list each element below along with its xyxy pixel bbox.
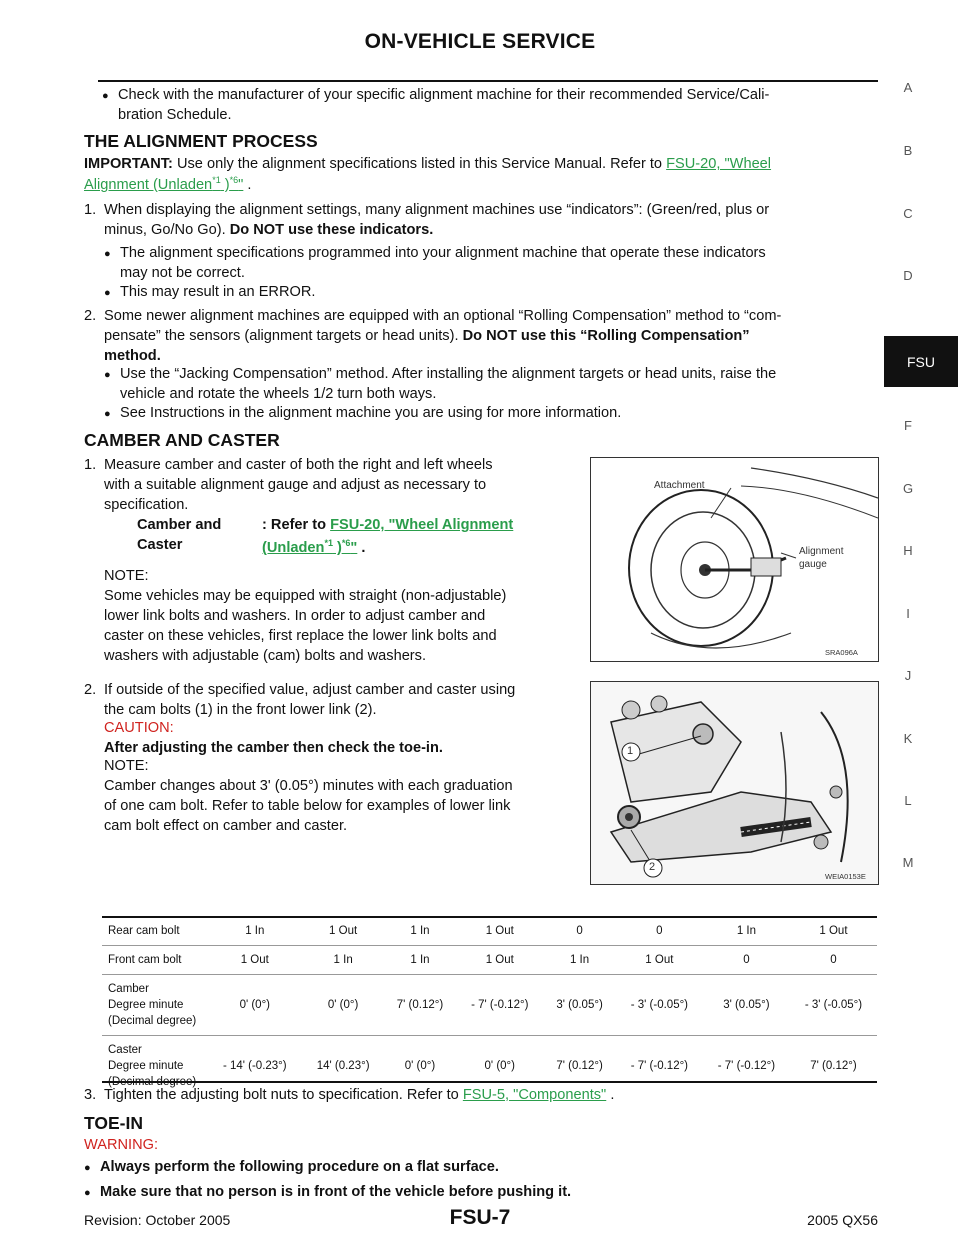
camber-step-1: Measure camber and caster of both the right and left wheels with a suitable alignment gauge and adjust as necessary to specification. — [104, 457, 493, 513]
table-cell: 0 — [576, 925, 583, 937]
bullet-icon: ● — [104, 369, 111, 381]
callout-1: 1 — [627, 745, 634, 757]
side-index-d[interactable]: D — [903, 268, 913, 283]
intro-bullet: Check with the manufacturer of your specific alignment machine for their recommended Service/Cali- bration Schedule. — [118, 87, 770, 123]
alignment-step-2: Some newer alignment machines are equipped with an optional “Rolling Compensation” method to “com- pensate” the sensors (alignment targets or head units). Do NOT use this “Rolling Compensation” method. — [104, 308, 782, 364]
bullet-icon: ● — [84, 1162, 91, 1174]
table-cell: 0' (0°) — [404, 1060, 436, 1072]
table-cell: 0' (0°) — [484, 1060, 515, 1072]
table-cell: 1 Out — [240, 954, 269, 966]
side-index-h[interactable]: H — [903, 543, 913, 558]
alignment-step-1-bullet-1: The alignment specifications programmed into your alignment machine that operate these indicators may not be correct. — [120, 245, 766, 281]
table-cell: 1 Out — [485, 925, 514, 937]
toe-in-warning-1: Always perform the following procedure on a flat surface. — [100, 1159, 499, 1175]
side-index-f[interactable]: F — [904, 418, 912, 433]
figure-alignment-gauge — [590, 457, 879, 662]
toe-in-warning-2: Make sure that no person is in front of the vehicle before pushing it. — [100, 1184, 572, 1200]
table-cell: - 3' (-0.05°) — [630, 999, 689, 1011]
table-cell: - 3' (-0.05°) — [804, 999, 863, 1011]
footer-page-number: FSU-7 — [449, 1206, 511, 1229]
alignment-step-1-bullet-2: This may result in an ERROR. — [120, 284, 316, 300]
table-cell: 0' (0°) — [239, 999, 271, 1011]
cam-bolt-table — [102, 917, 877, 1096]
link-fsu-20-unladen[interactable]: (Unladen$^{*1}$ )$^{*6}$" — [262, 538, 358, 556]
warning-label: WARNING: — [84, 1137, 159, 1153]
row-header: Front cam bolt — [108, 954, 182, 966]
spec-label: Camber and Caster — [137, 517, 222, 553]
spec-value: : Refer to FSU-20, "Wheel Alignment (Unladen$^{*1}$ )$^{*6}$" . — [262, 517, 514, 556]
step-number: 1. — [84, 202, 97, 218]
heading-camber-caster: CAMBER AND CASTER — [84, 430, 280, 450]
table-cell: 0' (0°) — [327, 999, 359, 1011]
footer-model: 2005 QX56 — [807, 1212, 878, 1228]
important-note: IMPORTANT: Use only the alignment specifications listed in this Service Manual. Refer to FSU-20, "Wheel — [84, 156, 772, 172]
camber-step-3: Tighten the adjusting bolt nuts to specification. Refer to FSU-5, "Components" . — [104, 1087, 615, 1103]
side-index-i[interactable]: I — [906, 606, 910, 621]
side-index-m[interactable]: M — [902, 855, 914, 870]
camber-step-2: If outside of the specified value, adjust camber and caster using the cam bolts (1) in the front lower link (2). — [104, 682, 516, 718]
table-cell: 0 — [656, 925, 663, 937]
link-fsu-20-wheel-alignment[interactable]: FSU-20, "Wheel — [666, 156, 772, 172]
step-number: 2. — [84, 682, 97, 698]
label-alignment: Alignment — [799, 546, 844, 557]
figure-code: WEIA0153E — [825, 872, 866, 881]
table-cell: - 7' (-0.12°) — [717, 1060, 776, 1072]
link-fsu-5-components[interactable]: FSU-5, "Components" — [462, 1087, 607, 1103]
link-fsu-20-wheel-alignment-cont[interactable]: Alignment (Unladen$^{*1}$ )$^{*6}$" — [84, 175, 244, 193]
alignment-step-2-bullet-1: Use the “Jacking Compensation” method. After installing the alignment targets or head units, raise the vehicle and rotate the wheels 1/2 turn both ways. — [120, 366, 777, 402]
heading-alignment-process: THE ALIGNMENT PROCESS — [84, 131, 318, 151]
table-row — [102, 975, 877, 1036]
table-cell: 1 Out — [819, 925, 848, 937]
bullet-icon: ● — [104, 408, 111, 420]
row-header: Rear cam bolt — [108, 925, 180, 937]
camber-note: NOTE: Some vehicles may be equipped with straight (non-adjustable) lower link bolts and washers. In order to adjust camber and caster on these vehicles, first replace the lower link bolts and washers with adjustable (cam) bolts and washers. — [104, 568, 507, 664]
label-attachment: Attachment — [654, 480, 705, 491]
side-index-current-tab[interactable]: FSU — [884, 336, 958, 387]
step-number: 2. — [84, 308, 97, 324]
callout-2: 2 — [649, 861, 656, 873]
side-index-c[interactable]: C — [903, 206, 913, 221]
figure-cam-bolts — [590, 681, 879, 885]
table-cell: - 14' (-0.23°) — [222, 1060, 287, 1072]
table-cell: 1 In — [569, 954, 590, 966]
step-number: 3. — [84, 1087, 97, 1103]
table-cell: 7' (0.12°) — [556, 1060, 603, 1072]
side-index-g[interactable]: G — [902, 481, 914, 496]
table-cell: 3' (0.05°) — [723, 999, 770, 1011]
step-number: 1. — [84, 457, 97, 473]
table-cell: 1 In — [410, 954, 430, 966]
table-row — [102, 917, 877, 946]
side-index-b[interactable]: B — [903, 143, 913, 158]
caution: CAUTION: After adjusting the camber then check the toe-in. — [104, 720, 443, 756]
table-bottom-rule — [102, 1081, 877, 1083]
table-cell: 1 In — [245, 925, 265, 937]
alignment-step-1: When displaying the alignment settings, many alignment machines use “indicators”: (Green/red, plus or minus, Go/No Go). Do NOT use these indicators. — [104, 202, 770, 238]
table-cell: 3' (0.05°) — [556, 999, 603, 1011]
alignment-step-2-bullet-2: See Instructions in the alignment machine you are using for more information. — [120, 405, 622, 421]
camber-note-2: NOTE: Camber changes about 3' (0.05°) minutes with each graduation of one cam bolt. Refer to table below for examples of lower link cam bolt effect on camber and caster. — [104, 758, 513, 834]
bullet-icon: ● — [102, 90, 109, 102]
title-divider — [98, 80, 878, 82]
page-title: ON-VEHICLE SERVICE — [364, 30, 596, 53]
footer-revision: Revision: October 2005 — [84, 1212, 231, 1228]
side-index-k[interactable]: K — [903, 731, 913, 746]
lower-link-illustration — [591, 682, 878, 884]
table-cell: 1 Out — [645, 954, 674, 966]
table-cell: - 7' (-0.12°) — [630, 1060, 689, 1072]
side-index-j[interactable]: J — [904, 668, 912, 683]
label-gauge: gauge — [799, 559, 827, 570]
heading-toe-in: TOE-IN — [84, 1113, 143, 1133]
table-cell: - 7' (-0.12°) — [471, 999, 529, 1011]
table-cell: 7' (0.12°) — [396, 999, 444, 1011]
side-index-l[interactable]: L — [904, 793, 912, 808]
table-cell: 14' (0.23°) — [316, 1060, 370, 1072]
table-cell: 1 In — [333, 954, 353, 966]
table-cell: 1 Out — [485, 954, 514, 966]
side-index-a[interactable]: A — [903, 80, 913, 95]
bullet-icon: ● — [84, 1187, 91, 1199]
table-cell: 1 In — [410, 925, 430, 937]
link-fsu-20-wheel-alignment-spec[interactable]: FSU-20, "Wheel Alignment — [330, 517, 514, 533]
important-note-cont: Alignment (Unladen$^{*1}$ )$^{*6}$" . — [84, 175, 252, 193]
row-header: Camber Degree minute (Decimal degree) — [108, 983, 197, 1027]
wheel-gauge-illustration — [591, 458, 878, 661]
figure-code: SRA096A — [825, 648, 858, 657]
table-row — [102, 946, 877, 975]
row-header: Caster Degree minute — [108, 1044, 184, 1072]
table-cell: 0 — [830, 954, 837, 966]
table-cell: 1 Out — [329, 925, 358, 937]
table-cell: 1 In — [736, 925, 756, 937]
bullet-icon: ● — [104, 248, 111, 260]
bullet-icon: ● — [104, 287, 111, 299]
table-cell: 7' (0.12°) — [810, 1060, 857, 1072]
table-cell: 0 — [743, 954, 750, 966]
